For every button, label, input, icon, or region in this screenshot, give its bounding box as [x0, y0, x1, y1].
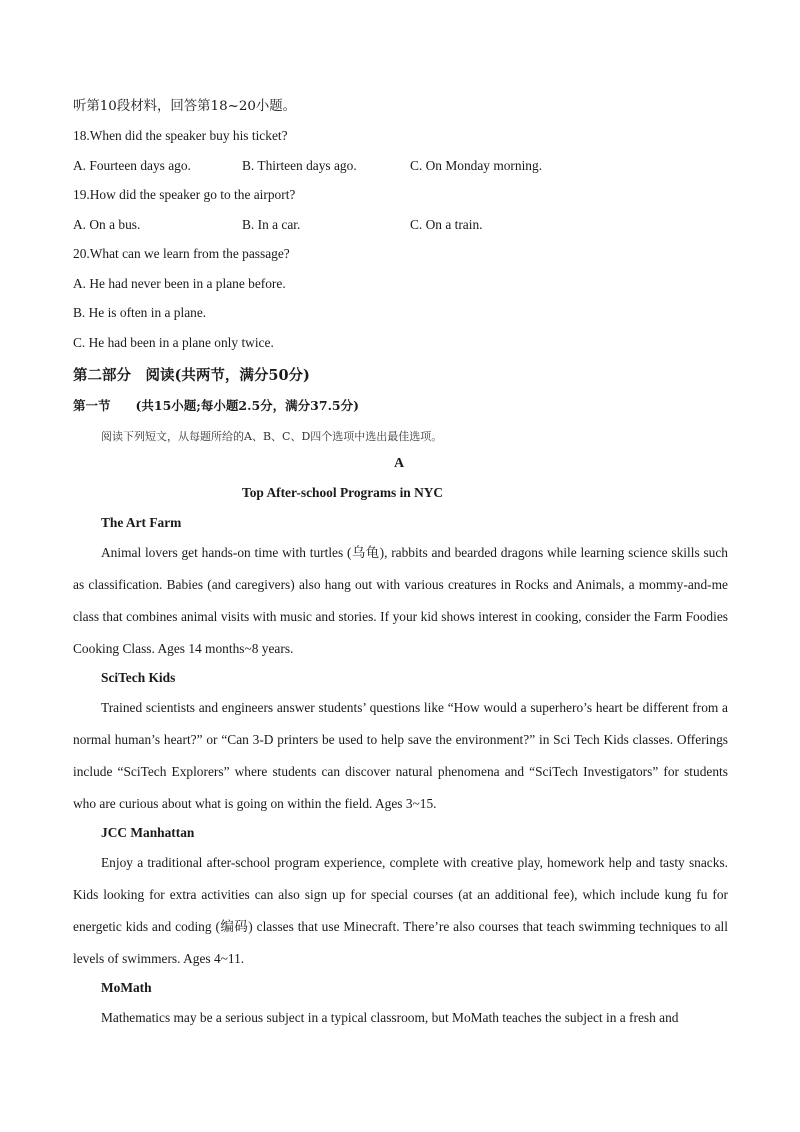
question-20-stem: 20.What can we learn from the passage?	[73, 246, 290, 261]
program-text-momath: Mathematics may be a serious subject in a typical classroom, but MoMath teaches the subject in a fresh and	[101, 1010, 679, 1025]
part-two-title: 第二部分 阅读(共两节，满分50分)	[73, 367, 310, 384]
program-text-scitech-kids: Trained scientists and engineers answer students’ questions like “How would a superhero’s heart be different from a normal human’s heart?” or “Can 3-D printers be used to help save the environment?” in Sci Tech Kids classes. Offerings include “SciTech Explorers” where students can discover natural phenomena and “SciTech Investigators” for students who are curious about what is going on within the field. Ages 3~15.	[73, 700, 728, 811]
question-19-option-c: C. On a train.	[410, 217, 483, 232]
question-18-option-c: C. On Monday morning.	[410, 158, 543, 173]
passage-letter: A	[394, 456, 405, 471]
question-20-option-c: C. He had been in a plane only twice.	[73, 335, 274, 350]
passage-title: Top After-school Programs in NYC	[242, 485, 444, 500]
program-heading-jcc-manhattan: JCC Manhattan	[101, 825, 195, 840]
question-19-option-b: B. In a car.	[242, 217, 301, 232]
section-one-title: 第一节 (共15小题;每小题2.5分，满分37.5分)	[73, 398, 360, 413]
question-20-option-b: B. He is often in a plane.	[73, 305, 207, 320]
question-19-stem: 19.How did the speaker go to the airport?	[73, 187, 296, 202]
program-text-jcc-manhattan: Enjoy a traditional after-school program experience, complete with creative play, homework help and tasty snacks. Kids looking for extra activities can also sign up for special courses (at an additional fee), which include kung fu for energetic kids and coding (编码) classes that use Minecraft. There’re also courses that teach swimming techniques to all levels of swimmers. Ages 4~11.	[73, 855, 728, 966]
program-heading-momath: MoMath	[101, 980, 152, 995]
question-19-option-a: A. On a bus.	[73, 217, 141, 232]
question-18-option-b: B. Thirteen days ago.	[242, 158, 357, 173]
listening-intro: 听第10段材料，回答第18~20小题。	[73, 99, 297, 114]
program-heading-art-farm: The Art Farm	[101, 515, 182, 530]
question-18-option-a: A. Fourteen days ago.	[73, 158, 191, 173]
program-heading-scitech-kids: SciTech Kids	[101, 670, 176, 685]
question-20-option-a: A. He had never been in a plane before.	[73, 276, 286, 291]
question-18-stem: 18.When did the speaker buy his ticket?	[73, 128, 288, 143]
program-text-art-farm: Animal lovers get hands-on time with turtles (乌龟), rabbits and bearded dragons while learning science skills such as classification. Babies (and caregivers) also hang out with various creatures in Rocks and Animals, a mommy-and-me class that combines animal visits with music and stories. If your kid shows interest in cooking, consider the Farm Foodies Cooking Class. Ages 14 months~8 years.	[73, 545, 728, 656]
reading-instruction: 阅读下列短文，从每题所给的A、B、C、D四个选项中选出最佳选项。	[101, 430, 443, 443]
